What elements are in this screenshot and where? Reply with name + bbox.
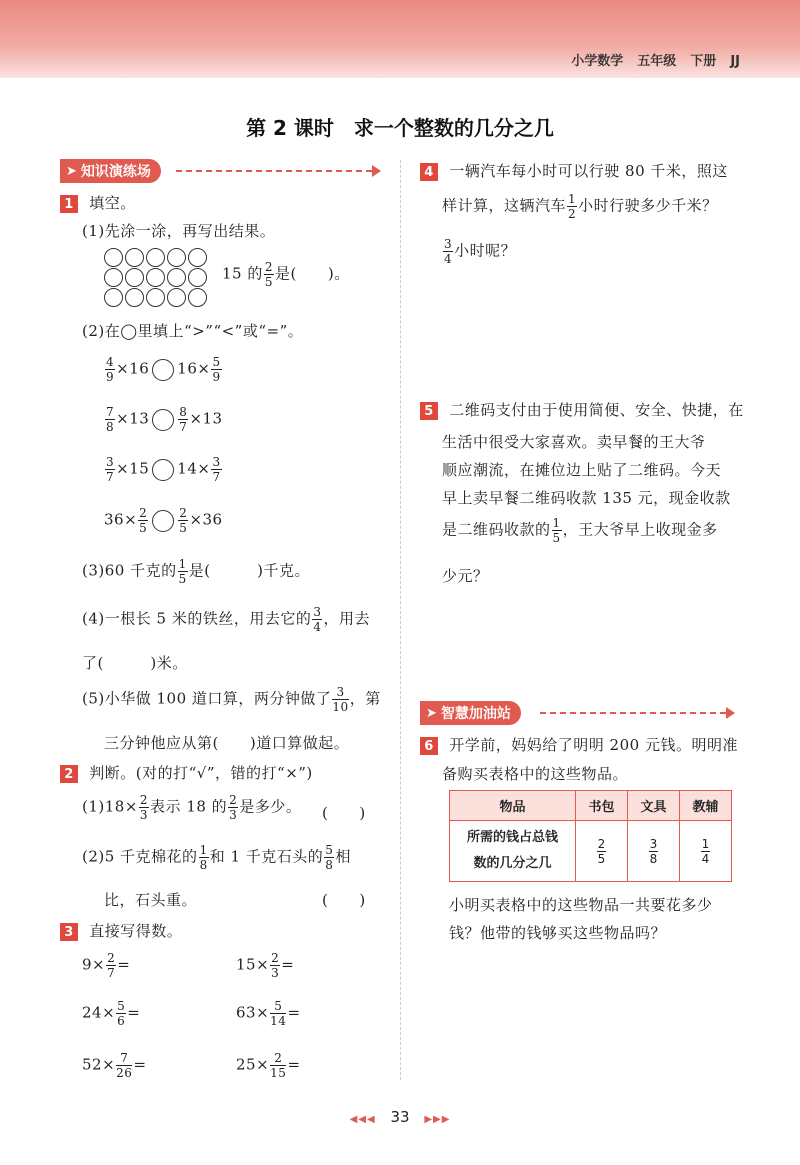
table-row bbox=[450, 821, 732, 882]
q5-line2: 生活中很受大家喜欢。卖早餐的王大爷 bbox=[442, 433, 706, 451]
table-cell: $\frac{2}{5}$ bbox=[576, 821, 628, 882]
compare-row-2: $\frac{7}{8}$ ×13 $\frac{8}{7}$ ×13 bbox=[106, 405, 223, 434]
compare-circle[interactable] bbox=[152, 459, 174, 481]
q1-heading bbox=[60, 192, 136, 213]
calc-item[interactable]: 15× $\frac{2}{3}$ = bbox=[236, 951, 295, 980]
q3-label: 直接写得数。 bbox=[89, 922, 183, 940]
table-header: 教辅 bbox=[680, 791, 732, 821]
q5-line1: 5 二维码支付由于使用简便、安全、快捷，在 bbox=[420, 399, 744, 420]
q1-number: 1 bbox=[60, 195, 78, 213]
q6-number: 6 bbox=[420, 737, 438, 755]
q6-line1: 6 开学前，妈妈给了明明 200 元钱。明明准 bbox=[420, 734, 738, 755]
calc-item[interactable]: 25× $\frac{2}{15}$ = bbox=[236, 1051, 301, 1080]
circle[interactable] bbox=[188, 288, 207, 307]
calc-item[interactable]: 63× $\frac{5}{14}$ = bbox=[236, 999, 301, 1028]
q1-p1-pre: 15 的 bbox=[222, 264, 263, 283]
q5-line3: 顺应潮流，在摊位边上贴了二维码。今天 bbox=[442, 461, 722, 479]
column-divider bbox=[400, 160, 401, 1080]
book-info bbox=[557, 50, 740, 69]
answer-blank[interactable]: 是( )千克。 bbox=[188, 561, 310, 580]
q1-p5: (5)小华做 100 道口算，两分钟做了 $\frac{3}{10}$ ，第 bbox=[82, 685, 381, 714]
q2-p2-line2: 比，石头重。 bbox=[104, 891, 198, 909]
circle[interactable] bbox=[125, 288, 144, 307]
fraction: $\frac{2}{5}$ bbox=[264, 260, 273, 289]
judge-blank-1[interactable]: ( ) bbox=[322, 804, 366, 822]
table-row-label: 所需的钱占总钱 数的几分之几 bbox=[450, 821, 576, 882]
q6-line3: 小明买表格中的这些物品一共要花多少 bbox=[449, 896, 713, 914]
arrow-icon bbox=[726, 707, 735, 719]
q1-p1-text: (1)先涂一涂，再写出结果。 bbox=[82, 222, 276, 240]
circle[interactable] bbox=[146, 288, 165, 307]
answer-blank[interactable]: 是( )。 bbox=[275, 264, 350, 283]
q1-p3: (3)60 千克的 $\frac{1}{5}$ 是( )千克。 bbox=[82, 557, 310, 586]
circle[interactable] bbox=[146, 268, 165, 287]
q6-line2: 备购买表格中的这些物品。 bbox=[442, 765, 629, 783]
judge-blank-2[interactable]: ( ) bbox=[322, 891, 366, 909]
circle[interactable] bbox=[125, 248, 144, 267]
runner-icon: ➤ bbox=[66, 163, 77, 179]
circle[interactable] bbox=[146, 248, 165, 267]
arrow-icon bbox=[372, 165, 381, 177]
compare-row-1: $\frac{4}{9}$ ×16 16× $\frac{5}{9}$ bbox=[106, 355, 221, 384]
section-bonus-header bbox=[420, 701, 521, 725]
price-table bbox=[449, 790, 732, 882]
subject: 小学数学 bbox=[571, 54, 624, 69]
page-footer bbox=[0, 1108, 800, 1126]
compare-circle[interactable] bbox=[152, 409, 174, 431]
circle[interactable] bbox=[104, 268, 123, 287]
circle[interactable] bbox=[188, 268, 207, 287]
q5-line5: 是二维码收款的 $\frac{1}{5}$ ，王大爷早上收现金多 bbox=[442, 516, 718, 545]
q3-heading bbox=[60, 920, 182, 941]
section-bonus-label: 智慧加油站 bbox=[440, 706, 511, 722]
table-cell: $\frac{3}{8}$ bbox=[628, 821, 680, 882]
compare-circle[interactable] bbox=[152, 359, 174, 381]
section-dash-line bbox=[176, 170, 372, 172]
section-practice-label: 知识演练场 bbox=[80, 164, 151, 180]
q2-p1: (1)18× $\frac{2}{3}$ 表示 18 的 $\frac{2}{3}$ 是多少。 bbox=[82, 793, 302, 822]
table-cell: $\frac{1}{4}$ bbox=[680, 821, 732, 882]
page-title: 第 2 课时 求一个整数的几分之几 bbox=[246, 116, 554, 140]
q3-number: 3 bbox=[60, 923, 78, 941]
runner-icon: ➤ bbox=[426, 705, 437, 721]
circle[interactable] bbox=[167, 248, 186, 267]
page-number: 33 bbox=[390, 1108, 410, 1126]
right-arrows-icon: ▶▶▶ bbox=[424, 1114, 451, 1125]
circle[interactable] bbox=[104, 248, 123, 267]
q1-p4: (4)一根长 5 米的铁丝，用去它的 $\frac{3}{4}$ ，用去 bbox=[82, 605, 370, 634]
q4-number: 4 bbox=[420, 163, 438, 181]
q2-label: 判断。(对的打“√”，错的打“×”) bbox=[89, 764, 313, 782]
q4-line3: $\frac{3}{4}$ 小时呢？ bbox=[444, 237, 517, 266]
calc-item[interactable]: 52× $\frac{7}{26}$ = bbox=[82, 1051, 147, 1080]
table-header: 文具 bbox=[628, 791, 680, 821]
circle[interactable] bbox=[188, 248, 207, 267]
q5-number: 5 bbox=[420, 402, 438, 420]
circle[interactable] bbox=[104, 288, 123, 307]
circle[interactable] bbox=[167, 288, 186, 307]
table-header: 物品 bbox=[450, 791, 576, 821]
q1-p2-text: (2)在◯里填上“>”“<”或“=”。 bbox=[82, 322, 304, 340]
table-header: 书包 bbox=[576, 791, 628, 821]
section-dash-line bbox=[540, 712, 726, 714]
compare-circle[interactable] bbox=[152, 510, 174, 532]
volume: 下册 bbox=[690, 54, 717, 69]
q6-line4: 钱？他带的钱够买这些物品吗？ bbox=[449, 924, 667, 942]
section-practice-header bbox=[60, 159, 161, 183]
circle[interactable] bbox=[125, 268, 144, 287]
q2-p2: (2)5 千克棉花的 $\frac{1}{8}$ 和 1 千克石头的 $\frac{5}{8}$ 相 bbox=[82, 843, 351, 872]
q1-label: 填空。 bbox=[89, 194, 136, 212]
q5-line4: 早上卖早餐二维码收款 135 元，现金收款 bbox=[442, 489, 731, 507]
left-arrows-icon: ◀◀◀ bbox=[349, 1114, 376, 1125]
table-row bbox=[450, 791, 732, 821]
circle[interactable] bbox=[167, 268, 186, 287]
circle-grid[interactable] bbox=[104, 248, 214, 307]
q4-line2: 样计算，这辆汽车 $\frac{1}{2}$ 小时行驶多少千米？ bbox=[442, 192, 718, 221]
q2-number: 2 bbox=[60, 765, 78, 783]
q2-heading bbox=[60, 762, 313, 783]
grade: 五年级 bbox=[637, 54, 677, 69]
q1-p5-line2[interactable]: 三分钟他应从第( )道口算做起。 bbox=[104, 734, 350, 752]
q1-p1-expression bbox=[222, 261, 350, 288]
calc-item[interactable]: 9× $\frac{2}{7}$ = bbox=[82, 951, 131, 980]
edition: JJ bbox=[730, 54, 740, 69]
q4-line1: 4 一辆汽车每小时可以行驶 80 千米，照这 bbox=[420, 160, 728, 181]
q1-p4-line2[interactable]: 了( )米。 bbox=[82, 654, 188, 672]
q5-line6: 少元？ bbox=[442, 567, 489, 585]
compare-row-4: 36× $\frac{2}{5}$ $\frac{2}{5}$ ×36 bbox=[104, 506, 223, 535]
calc-item[interactable]: 24× $\frac{5}{6}$ = bbox=[82, 999, 141, 1028]
compare-row-3: $\frac{3}{7}$ ×15 14× $\frac{3}{7}$ bbox=[106, 455, 221, 484]
